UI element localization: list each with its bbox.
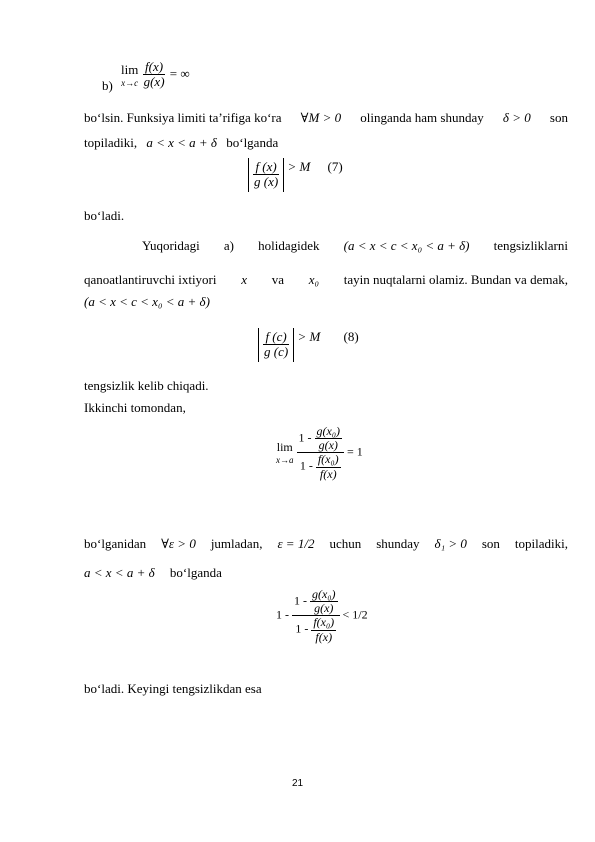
eq-lim-outer-fraction: [297, 425, 345, 481]
eq7-tag: (7): [327, 159, 343, 174]
paragraph-3-line-2: [84, 272, 568, 288]
eq-lim-lim: lim: [276, 440, 293, 455]
formula-b-lim: lim: [121, 61, 139, 77]
p6-text-c: uchun: [329, 536, 362, 551]
eq7-rhs: > M: [287, 159, 311, 174]
eq-half-num-frac-num: g(x₀): [312, 587, 336, 601]
p3-inequality-2: (a < x < c < x₀ < a + δ): [84, 294, 210, 309]
formula-b-limsub: x→c: [121, 77, 139, 88]
p1-text-b: olinganda ham shunday: [360, 110, 484, 125]
eq-half-den-one: 1 -: [295, 621, 312, 636]
eq8-den: g (c): [264, 344, 289, 360]
eq-lim-num-frac-num: g(x₀): [316, 424, 340, 438]
paragraph-6-line-1: [84, 536, 568, 552]
p6-delta1: δ₁ > 0: [434, 536, 467, 551]
p6-text-g: bo‘lganda: [169, 565, 222, 580]
eq-half-rhs: < 1/2: [342, 607, 368, 622]
formula-b-rhs: = ∞: [169, 65, 190, 81]
paragraph-1-line-2: [84, 135, 278, 151]
p1-condition: a < x < a + δ: [146, 135, 217, 150]
p6-text-b: jumladan,: [210, 536, 263, 551]
eq7-num: f (x): [255, 159, 277, 174]
p3-text-e: qanoatlantiruvchi ixtiyori: [84, 272, 217, 287]
paragraph-1-line-1: [84, 110, 568, 126]
paragraph-7: bo‘ladi. Keyingi tengsizlikdan esa: [84, 681, 262, 696]
p3-text-a: Yuqoridagi: [142, 238, 200, 253]
p1-text-d: topiladiki,: [84, 135, 138, 150]
p6-text-e: son: [481, 536, 500, 551]
eq7-den: g (x): [254, 174, 279, 190]
p6-eps-value: ε = 1/2: [277, 536, 315, 551]
formula-b-fraction: [142, 60, 167, 90]
eq-lim-num-one: 1 -: [298, 430, 315, 445]
paragraph-5: Ikkinchi tomondan,: [84, 400, 186, 415]
equation-8-abs: [258, 328, 294, 362]
paragraph-2: bo‘ladi.: [84, 208, 125, 223]
equation-half: [276, 588, 368, 644]
eq-half-num-one: 1 -: [294, 593, 310, 608]
eq-lim-sub: x→a: [276, 455, 294, 466]
formula-b-num: f(x): [145, 59, 164, 74]
p1-text-c: son: [549, 110, 568, 125]
eq8-rhs: > M: [297, 329, 321, 344]
eq-half-den-frac-num: f(x₀): [313, 615, 335, 630]
p6-text-f: topiladiki,: [514, 536, 568, 551]
eq-lim-den-one: 1 -: [299, 458, 316, 473]
p3-text-c: holidagidek: [258, 238, 320, 253]
eq-half-num-frac-den: g(x): [314, 601, 334, 616]
eq-half-den-frac-den: f(x): [315, 629, 333, 644]
p3-x: x: [241, 272, 248, 287]
p3-x0: x₀: [308, 272, 320, 287]
paragraph-3-line-1: [84, 238, 568, 254]
paragraph-4: tengsizlik kelib chiqadi.: [84, 378, 209, 393]
equation-limit: [276, 425, 363, 481]
eq8-tag: (8): [343, 329, 359, 344]
p1-forall-M: ∀M > 0: [300, 110, 342, 125]
eq-lim-den-frac-den: f(x): [319, 466, 337, 481]
p3-va: va: [271, 272, 285, 287]
p3-inequality: (a < x < c < x₀ < a + δ): [343, 238, 470, 253]
equation-8: [258, 328, 359, 362]
page-number: 21: [291, 778, 304, 789]
eq8-num: f (c): [265, 329, 287, 344]
equation-7-abs: [248, 158, 284, 192]
formula-b: [121, 60, 190, 90]
p6-forall-eps: ∀ε > 0: [161, 536, 196, 551]
p3-text-b: a): [223, 238, 234, 253]
p3-text-d: tengsizliklarni: [493, 238, 568, 253]
item-label-b: b): [102, 78, 113, 93]
eq-lim-num-frac-den: g(x): [318, 438, 338, 453]
p1-text-e: bo‘lganda: [226, 135, 279, 150]
p3-text-f: tayin nuqtalarni olamiz. Bundan va demak,: [343, 272, 568, 287]
eq-half-lhs: 1 -: [276, 607, 292, 622]
p1-text-a: bo‘lsin. Funksiya limiti ta’rifiga ko‘ra: [84, 110, 282, 125]
formula-b-den: g(x): [143, 74, 165, 90]
p6-text-d: shunday: [376, 536, 420, 551]
eq-half-outer-fraction: [292, 588, 340, 644]
eq-lim-rhs: = 1: [347, 444, 363, 459]
p6-condition: a < x < a + δ: [84, 565, 155, 580]
equation-7: [248, 158, 343, 192]
eq-lim-den-frac-num: f(x₀): [317, 452, 339, 467]
p1-delta: δ > 0: [502, 110, 531, 125]
p6-text-a: bo‘lganidan: [84, 536, 147, 551]
paragraph-6-line-2: [84, 565, 222, 581]
